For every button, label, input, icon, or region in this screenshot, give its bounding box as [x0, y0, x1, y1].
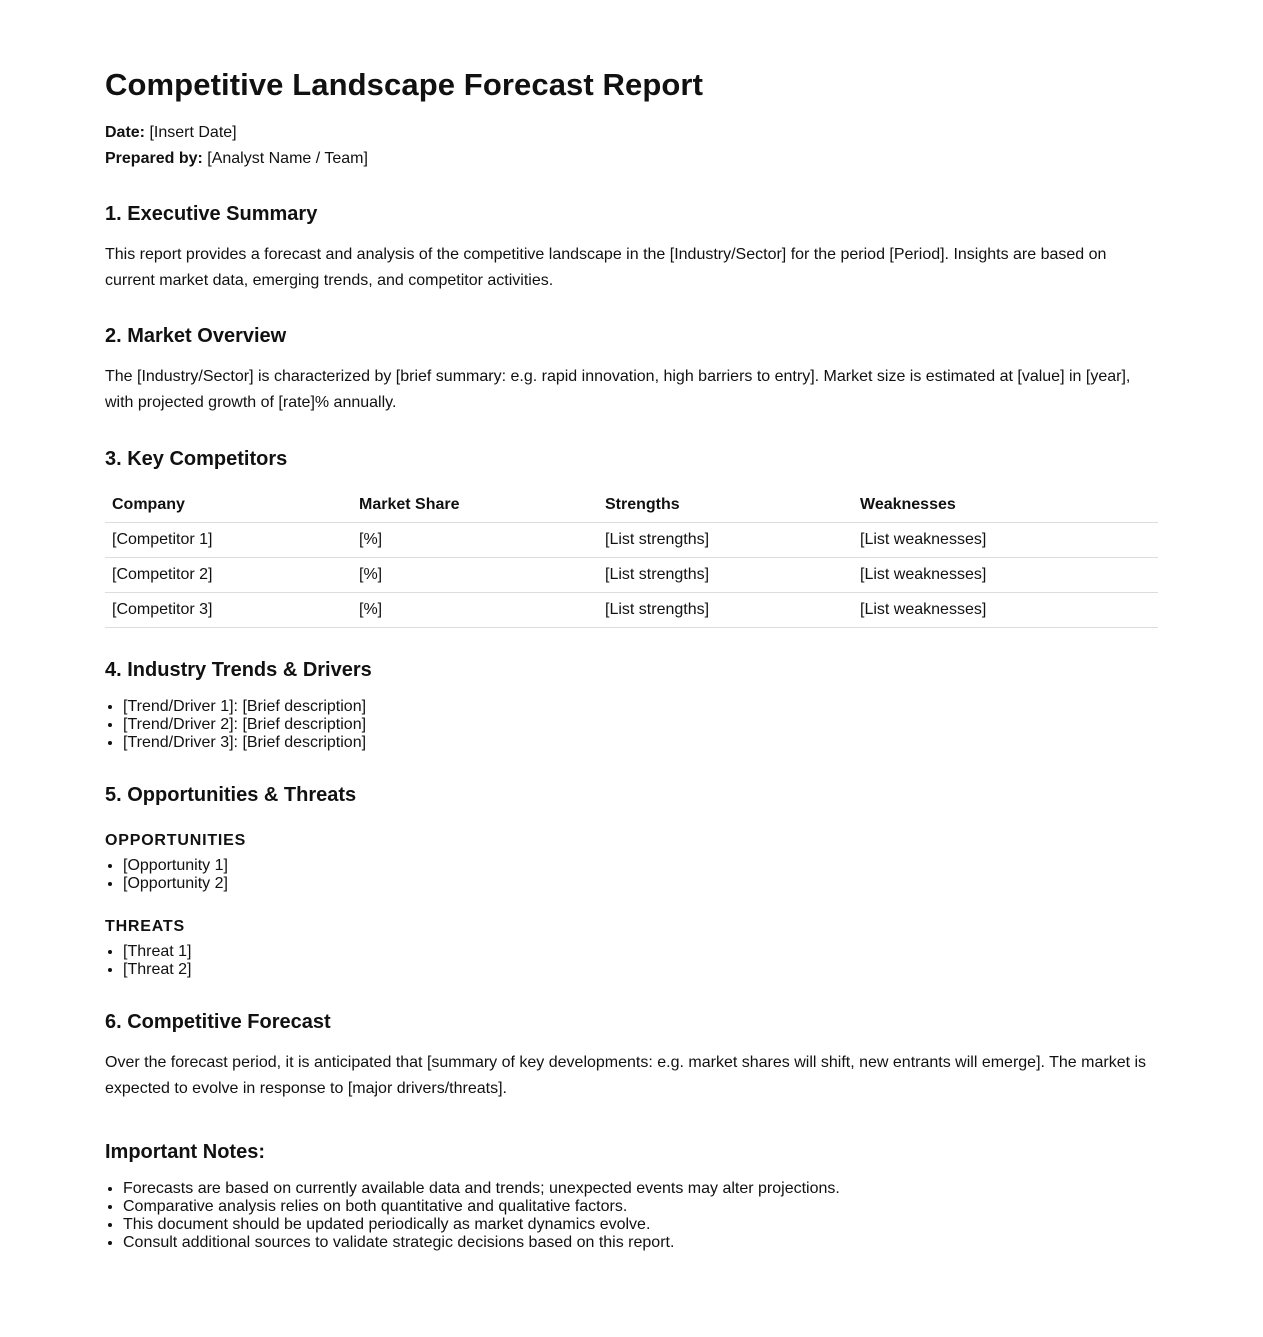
- list-item: • Comparative analysis relies on both quantitative and qualitative factors.: [123, 1198, 840, 1216]
- list-item: • [Opportunity 1]: [123, 857, 228, 875]
- table-row: [105, 593, 1158, 628]
- competitors-table: [105, 487, 1158, 628]
- threats-subheading: THREATS: [105, 918, 185, 935]
- threats-list: [105, 943, 191, 979]
- column-header-strengths: Strengths: [598, 487, 853, 523]
- date-label: Date:: [105, 124, 146, 141]
- notes-heading: Important Notes:: [105, 1141, 265, 1163]
- market-share-cell: [%]: [352, 523, 598, 558]
- list-item: • This document should be updated periodically as market dynamics evolve.: [123, 1216, 840, 1234]
- prepared-by-value: [Analyst Name / Team]: [207, 150, 368, 167]
- date-value: [Insert Date]: [149, 124, 237, 141]
- market-share-cell: [%]: [352, 593, 598, 628]
- opportunities-subheading: OPPORTUNITIES: [105, 832, 247, 849]
- weaknesses-cell: [List weaknesses]: [853, 593, 1158, 628]
- prepared-by-label: Prepared by:: [105, 150, 203, 167]
- market-overview-text: The [Industry/Sector] is characterized by [brief summary: e.g. rapid innovation, high barriers to entry]. Market size is estimated at [value] in [year], with projected growth of [rate]% annually.: [105, 368, 1131, 411]
- list-item: • [Opportunity 2]: [123, 875, 228, 893]
- column-header-weaknesses: Weaknesses: [853, 487, 1158, 523]
- table-header-row: [105, 487, 1158, 523]
- list-item: • [Trend/Driver 2]: [Brief description]: [123, 716, 366, 734]
- weaknesses-cell: [List weaknesses]: [853, 558, 1158, 593]
- list-item: • [Trend/Driver 3]: [Brief description]: [123, 734, 366, 752]
- market-share-cell: [%]: [352, 558, 598, 593]
- date-line: [105, 120, 237, 146]
- list-item: • [Threat 2]: [123, 961, 191, 979]
- trends-heading: 4. Industry Trends & Drivers: [105, 659, 372, 681]
- opportunities-list: [105, 857, 228, 893]
- executive-summary-text: This report provides a forecast and analysis of the competitive landscape in the [Industry/Sector] for the period [Period]. Insights are based on current market data, emerging trends, and competitor activities.: [105, 246, 1107, 289]
- company-cell: [Competitor 2]: [105, 558, 352, 593]
- forecast-text: Over the forecast period, it is anticipated that [summary of key developments: e.g. market shares will shift, new entrants will emerge]. The market is expected to evolve in response to [major drivers/threats].: [105, 1054, 1147, 1097]
- executive-summary-heading: 1. Executive Summary: [105, 203, 318, 225]
- strengths-cell: [List strengths]: [598, 523, 853, 558]
- column-header-market-share: Market Share: [352, 487, 598, 523]
- report-title: Competitive Landscape Forecast Report: [105, 67, 704, 102]
- list-item: • Forecasts are based on currently available data and trends; unexpected events may alter projections.: [123, 1180, 840, 1198]
- prepared-by-line: [105, 146, 368, 172]
- forecast-heading: 6. Competitive Forecast: [105, 1011, 331, 1033]
- market-overview-heading: 2. Market Overview: [105, 325, 287, 347]
- company-cell: [Competitor 1]: [105, 523, 352, 558]
- notes-list: [105, 1180, 840, 1252]
- list-item: • [Trend/Driver 1]: [Brief description]: [123, 698, 366, 716]
- key-competitors-heading: 3. Key Competitors: [105, 448, 288, 470]
- list-item: • [Threat 1]: [123, 943, 191, 961]
- list-item: • Consult additional sources to validate strategic decisions based on this report.: [123, 1234, 840, 1252]
- table-row: [105, 558, 1158, 593]
- opportunities-threats-heading: 5. Opportunities & Threats: [105, 784, 357, 806]
- strengths-cell: [List strengths]: [598, 593, 853, 628]
- column-header-company: Company: [105, 487, 352, 523]
- table-row: [105, 523, 1158, 558]
- weaknesses-cell: [List weaknesses]: [853, 523, 1158, 558]
- trends-list: [105, 698, 366, 752]
- strengths-cell: [List strengths]: [598, 558, 853, 593]
- company-cell: [Competitor 3]: [105, 593, 352, 628]
